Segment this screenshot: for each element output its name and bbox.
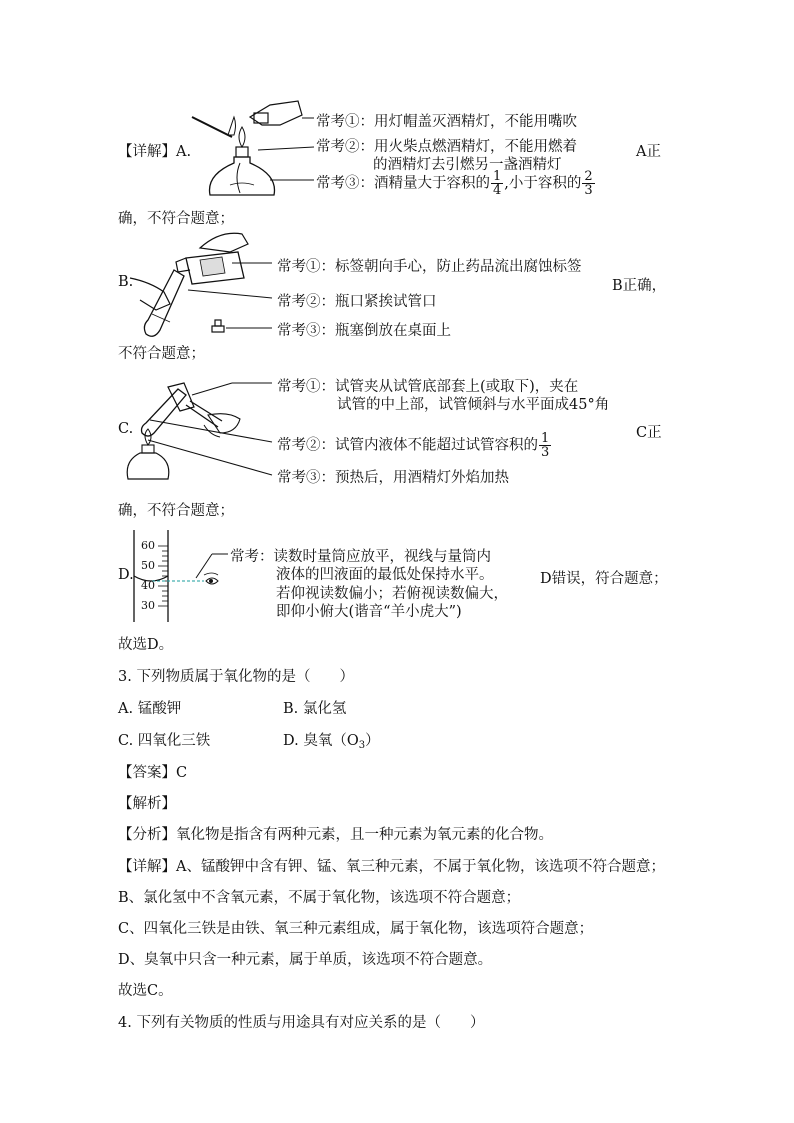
section-a-tail: A正 (636, 144, 661, 160)
q3-option-b: B. 氯化氢 (283, 701, 347, 717)
section-d-note-1: 常考：读数时量筒应放平，视线与量筒内 (230, 549, 491, 565)
q3-detail-c: C、四氧化三铁是由铁、氧三种元素组成，属于氧化物，该选项符合题意； (118, 921, 594, 937)
q3-fenxi: 【分析】氧化物是指含有两种元素，且一种元素为氧元素的化合物。 (118, 827, 553, 843)
section-d-lead: D. (118, 567, 134, 583)
section-d-tail: D错误，符合题意； (540, 571, 668, 587)
q3-detail-a: 【详解】A、锰酸钾中含有钾、锰、氧三种元素，不属于氧化物，该选项不符合题意； (118, 859, 665, 875)
section-c-tail: C正 (636, 425, 662, 441)
q3-detail-d: D、臭氧中只含一种元素，属于单质，该选项不符合题意。 (118, 952, 493, 968)
scale-label-30: 30 (141, 599, 155, 612)
section-b-lead: B. (118, 274, 134, 290)
section-d-note-3: 若仰视读数偏小；若俯视读数偏大， (276, 586, 508, 602)
scale-label-60: 60 (141, 539, 155, 552)
q3-stem: 3. 下列物质属于氧化物的是（ ） (118, 669, 354, 685)
q3-option-c: C. 四氧化三铁 (118, 733, 211, 749)
q3-option-a: A. 锰酸钾 (118, 701, 182, 717)
fraction-one-third: $\frac{1}{3}$ (541, 431, 550, 460)
section-b-note-2: 常考②：瓶口紧挨试管口 (277, 294, 437, 310)
section-a-note-2: 常考②：用火柴点燃酒精灯，不能用燃着 (316, 139, 577, 155)
section-c-continuation: 确，不符合题意； (118, 503, 234, 519)
section-b-continuation: 不符合题意； (118, 346, 205, 362)
scale-label-50: 50 (141, 559, 155, 572)
conclusion-q2: 故选D。 (118, 637, 174, 653)
q3-analysis-heading: 【解析】 (118, 796, 176, 812)
section-c-note-4: 常考③：预热后，用酒精灯外焰加热 (277, 470, 509, 486)
section-a-note-4: 常考③：酒精量大于容积的 $\frac{1}{4}$ ,小于容积的 $\frac{2}{3}$ (316, 169, 593, 198)
section-a-lead: 【详解】A. (118, 144, 192, 160)
section-a-note-1: 常考①：用灯帽盖灭酒精灯，不能用嘴吹 (316, 114, 577, 130)
fraction-one-quarter: $\frac{1}{4}$ (493, 169, 502, 198)
section-b-tail: B正确， (612, 278, 667, 294)
section-c-note-2: 试管的中上部，试管倾斜与水平面成45°角 (337, 397, 610, 413)
scale-label-40: 40 (141, 579, 155, 592)
q3-option-d: D. 臭氧$(O_3)$ (283, 733, 380, 751)
section-c-note-1: 常考①：试管夹从试管底部套上(或取下)，夹在 (277, 379, 579, 395)
section-c-lead: C. (118, 421, 134, 437)
section-c-note-3: 常考②：试管内液体不能超过试管容积的 $\frac{1}{3}$ (277, 431, 550, 460)
section-b-note-1: 常考①：标签朝向手心，防止药品流出腐蚀标签 (277, 259, 582, 275)
section-d-note-4: 即仰小俯大(谐音“羊小虎大”) (276, 604, 462, 620)
section-d-note-2: 液体的凹液面的最低处保持水平。 (276, 567, 494, 583)
section-a-continuation: 确，不符合题意； (118, 211, 234, 227)
q3-conclusion: 故选C。 (118, 983, 173, 999)
section-a-note-3: 的酒精灯去引燃另一盏酒精灯 (373, 157, 562, 173)
q3-answer: 【答案】C (118, 765, 188, 781)
q4-stem: 4. 下列有关物质的性质与用途具有对应关系的是（ ） (118, 1015, 485, 1031)
q3-detail-b: B、氯化氢中不含氧元素，不属于氧化物，该选项不符合题意； (118, 890, 521, 906)
fraction-two-thirds: $\frac{2}{3}$ (584, 169, 593, 198)
section-b-note-3: 常考③：瓶塞倒放在桌面上 (277, 323, 451, 339)
